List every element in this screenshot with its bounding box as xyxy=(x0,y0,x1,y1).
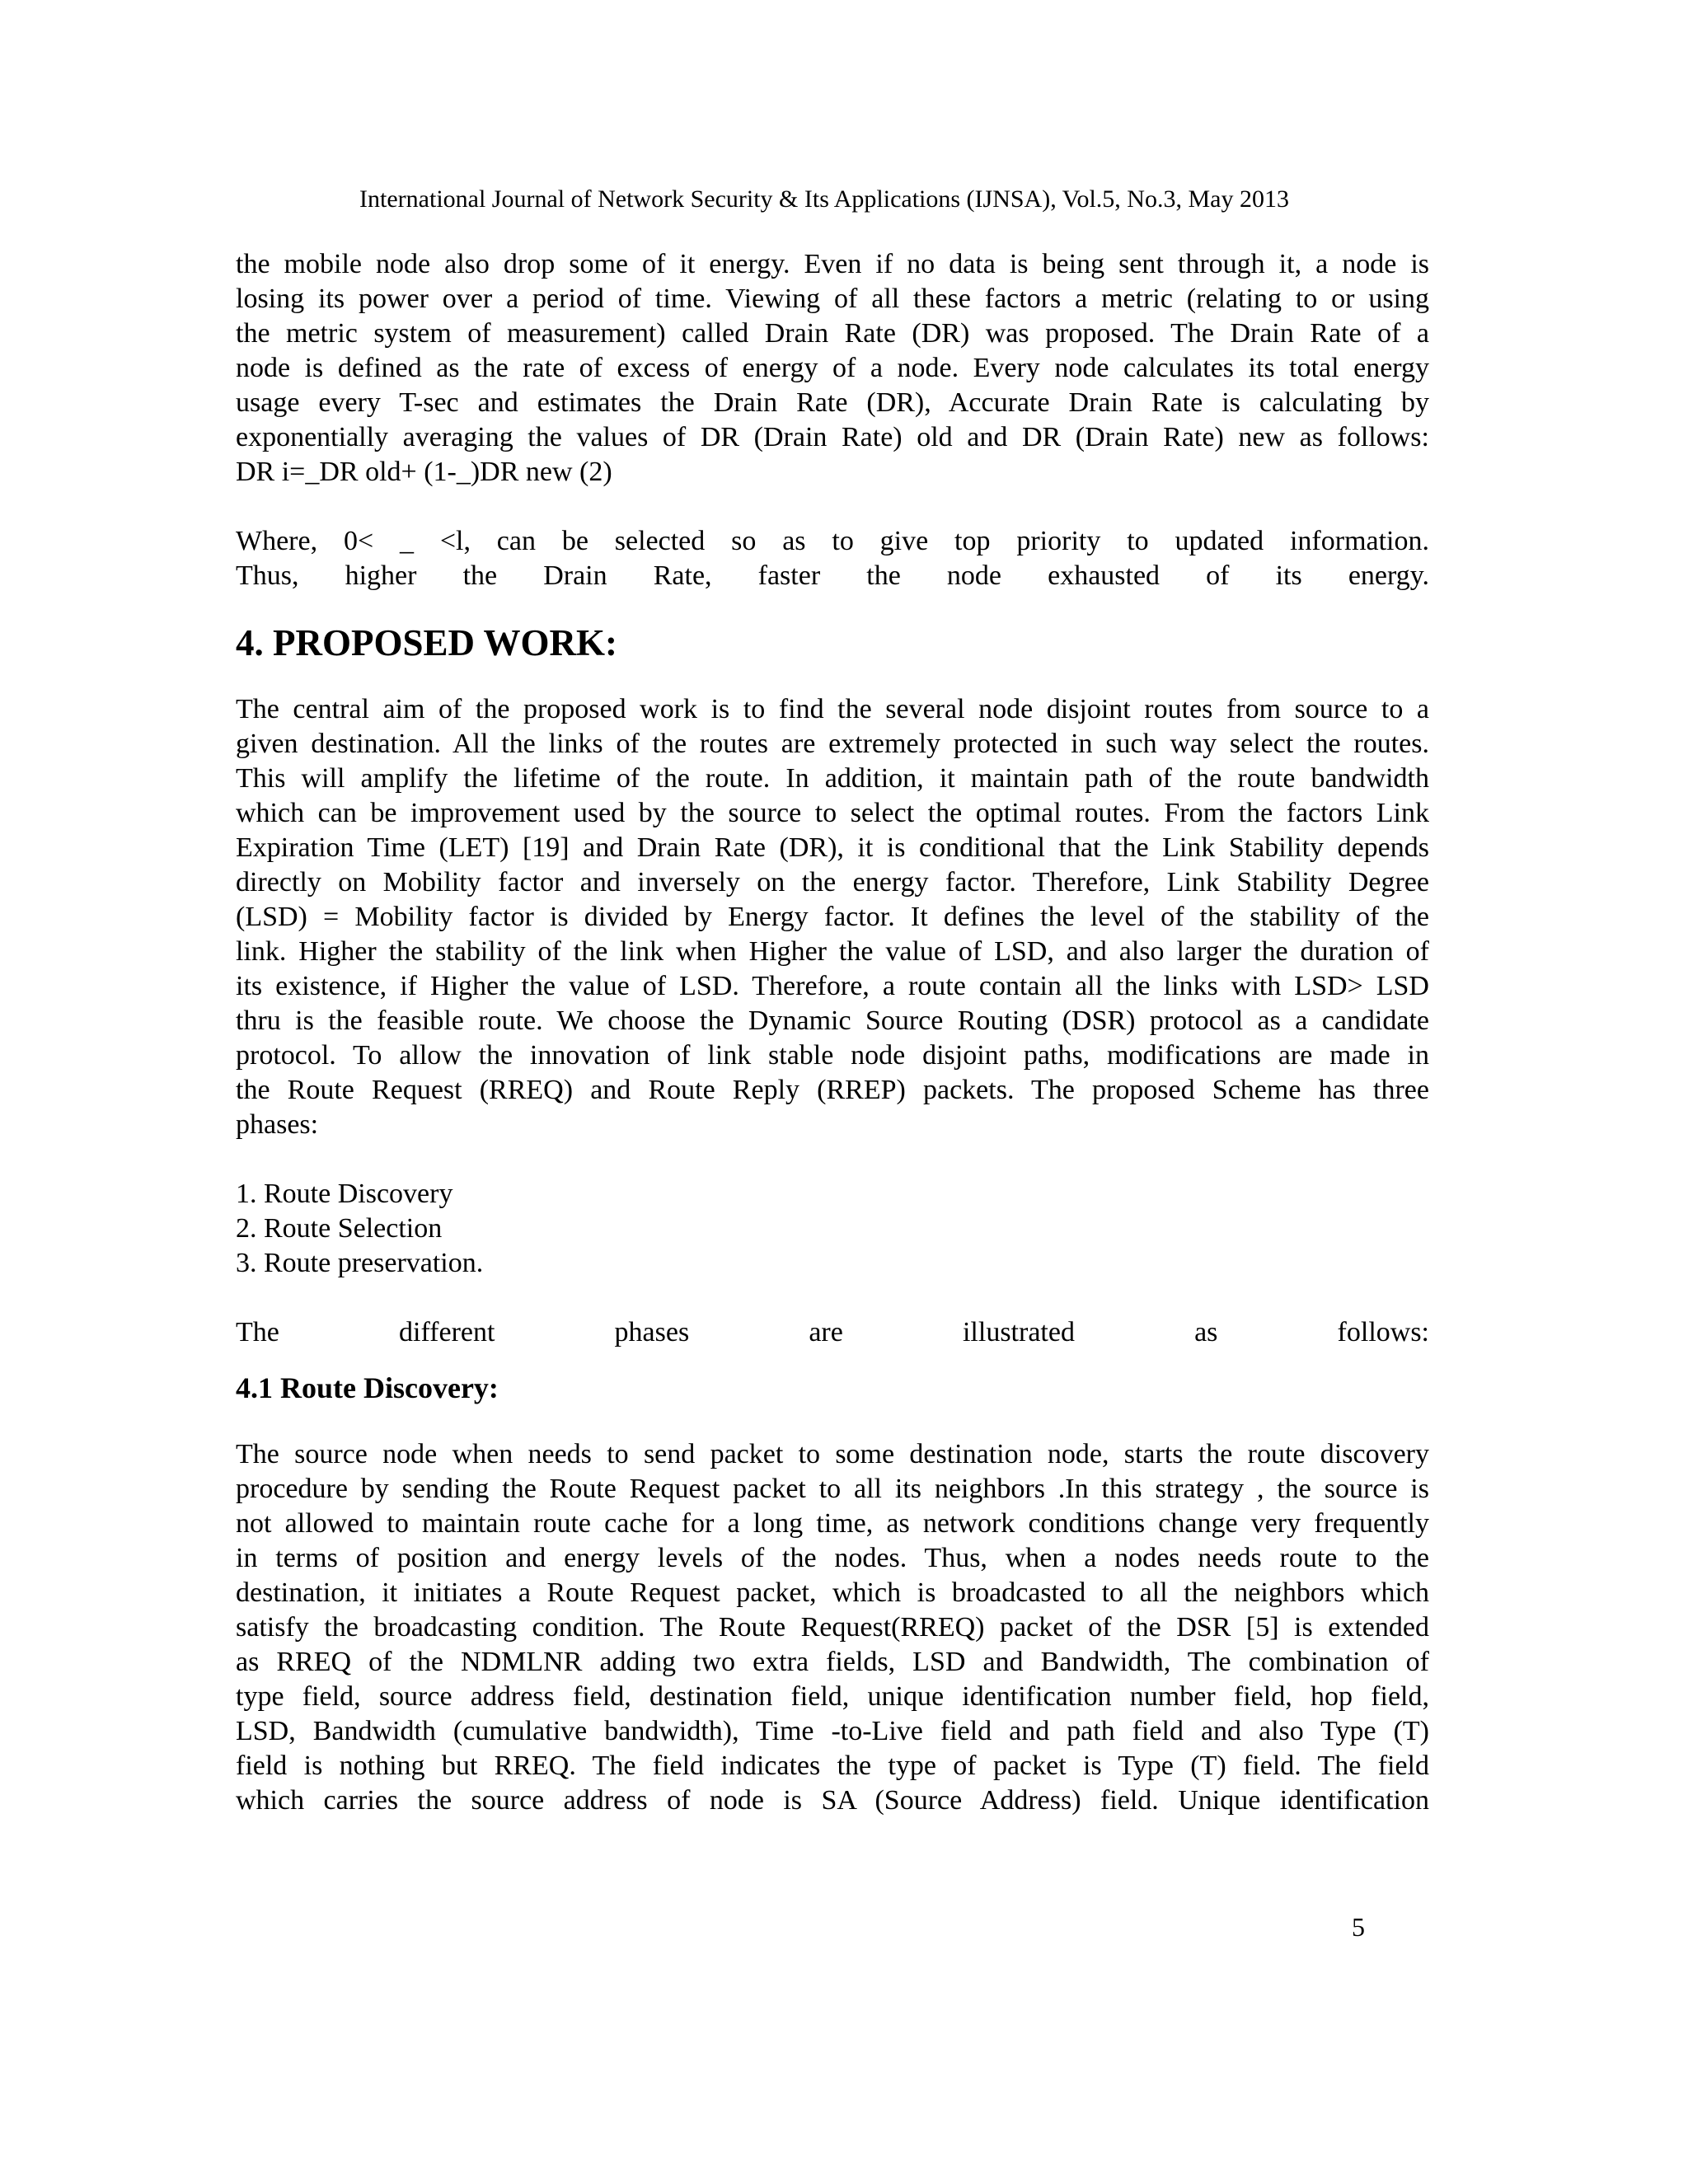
text-line: the metric system of measurement) called Drain Rate (DR) was proposed. The Drain Rate of a xyxy=(236,318,1429,349)
text-line: (LSD) = Mobility factor is divided by Energy factor. It defines the level of the stability of the xyxy=(236,902,1429,932)
text-line: Where, 0< _ <l, can be selected so as to give top priority to updated information. xyxy=(236,526,1429,556)
text-line: protocol. To allow the innovation of link stable node disjoint paths, modifications are made in xyxy=(236,1040,1429,1071)
text-line: which carries the source address of node is SA (Source Address) field. Unique identification xyxy=(236,1785,1429,1816)
text-line: which can be improvement used by the source to select the optimal routes. From the factors Link xyxy=(236,798,1429,828)
text-line: link. Higher the stability of the link when Higher the value of LSD, and also larger the duration of xyxy=(236,936,1429,967)
text-line: losing its power over a period of time. Viewing of all these factors a metric (relating to or using xyxy=(236,284,1429,314)
where-paragraph xyxy=(236,524,1429,593)
phases-intro-text xyxy=(236,1315,1429,1350)
text-line: procedure by sending the Route Request packet to all its neighbors .In this strategy , the source is xyxy=(236,1474,1429,1504)
text-line: destination, it initiates a Route Request packet, which is broadcasted to all the neighbors which xyxy=(236,1577,1429,1608)
text-line: The central aim of the proposed work is to find the several node disjoint routes from source to a xyxy=(236,694,1429,724)
page-number: 5 xyxy=(1352,1912,1365,1942)
text-line: given destination. All the links of the routes are extremely protected in such way select the routes. xyxy=(236,729,1429,759)
intro-paragraph xyxy=(236,247,1429,490)
text-line: directly on Mobility factor and inversely on the energy factor. Therefore, Link Stability Degree xyxy=(236,867,1429,898)
text-line: The different phases are illustrated as follows: xyxy=(236,1317,1429,1347)
list-item: 2. Route Selection xyxy=(236,1213,443,1244)
route-discovery-paragraph xyxy=(236,1437,1429,1818)
text-line: LSD, Bandwidth (cumulative bandwidth), Time -to-Live field and path field and also Type (T) xyxy=(236,1716,1429,1746)
section-heading-proposed-work: 4. PROPOSED WORK: xyxy=(236,622,617,663)
text-line: phases: xyxy=(236,1109,319,1140)
text-line: Thus, higher the Drain Rate, faster the node exhausted of its energy. xyxy=(236,560,1429,591)
phase-list xyxy=(236,1177,1429,1281)
running-header: International Journal of Network Security & Its Applications (IJNSA), Vol.5, No.3, May 2013 xyxy=(359,185,1289,213)
text-line: type field, source address field, destination field, unique identification number field, hop field, xyxy=(236,1681,1429,1712)
proposed-work-paragraph xyxy=(236,692,1429,1142)
page-body xyxy=(236,247,1429,1818)
text-line: the mobile node also drop some of it energy. Even if no data is being sent through it, a node is xyxy=(236,249,1429,279)
list-item: 1. Route Discovery xyxy=(236,1179,453,1209)
text-line: thru is the feasible route. We choose the Dynamic Source Routing (DSR) protocol as a candidate xyxy=(236,1005,1429,1036)
text-line: Expiration Time (LET) [19] and Drain Rate (DR), it is conditional that the Link Stability depends xyxy=(236,832,1429,863)
text-line: usage every T-sec and estimates the Drain Rate (DR), Accurate Drain Rate is calculating by xyxy=(236,387,1429,418)
text-line: The source node when needs to send packet to some destination node, starts the route discovery xyxy=(236,1439,1429,1469)
text-line: not allowed to maintain route cache for a long time, as network conditions change very frequently xyxy=(236,1508,1429,1539)
equation: DR i=_DR old+ (1-_)DR new (2) xyxy=(236,457,612,487)
text-line: This will amplify the lifetime of the route. In addition, it maintain path of the route bandwidth xyxy=(236,763,1429,794)
text-line: satisfy the broadcasting condition. The Route Request(RREQ) packet of the DSR [5] is extended xyxy=(236,1612,1429,1643)
subsection-heading-route-discovery: 4.1 Route Discovery: xyxy=(236,1371,499,1404)
text-line: as RREQ of the NDMLNR adding two extra fields, LSD and Bandwidth, The combination of xyxy=(236,1647,1429,1677)
text-line: the Route Request (RREQ) and Route Reply (RREP) packets. The proposed Scheme has three xyxy=(236,1075,1429,1105)
text-line: exponentially averaging the values of DR (Drain Rate) old and DR (Drain Rate) new as follows: xyxy=(236,422,1429,452)
text-line: field is nothing but RREQ. The field indicates the type of packet is Type (T) field. The field xyxy=(236,1750,1429,1781)
list-item: 3. Route preservation. xyxy=(236,1248,484,1278)
text-line: its existence, if Higher the value of LSD. Therefore, a route contain all the links with LSD> LSD xyxy=(236,971,1429,1001)
text-line: in terms of position and energy levels of the nodes. Thus, when a nodes needs route to the xyxy=(236,1543,1429,1573)
text-line: node is defined as the rate of excess of energy of a node. Every node calculates its total energy xyxy=(236,353,1429,383)
